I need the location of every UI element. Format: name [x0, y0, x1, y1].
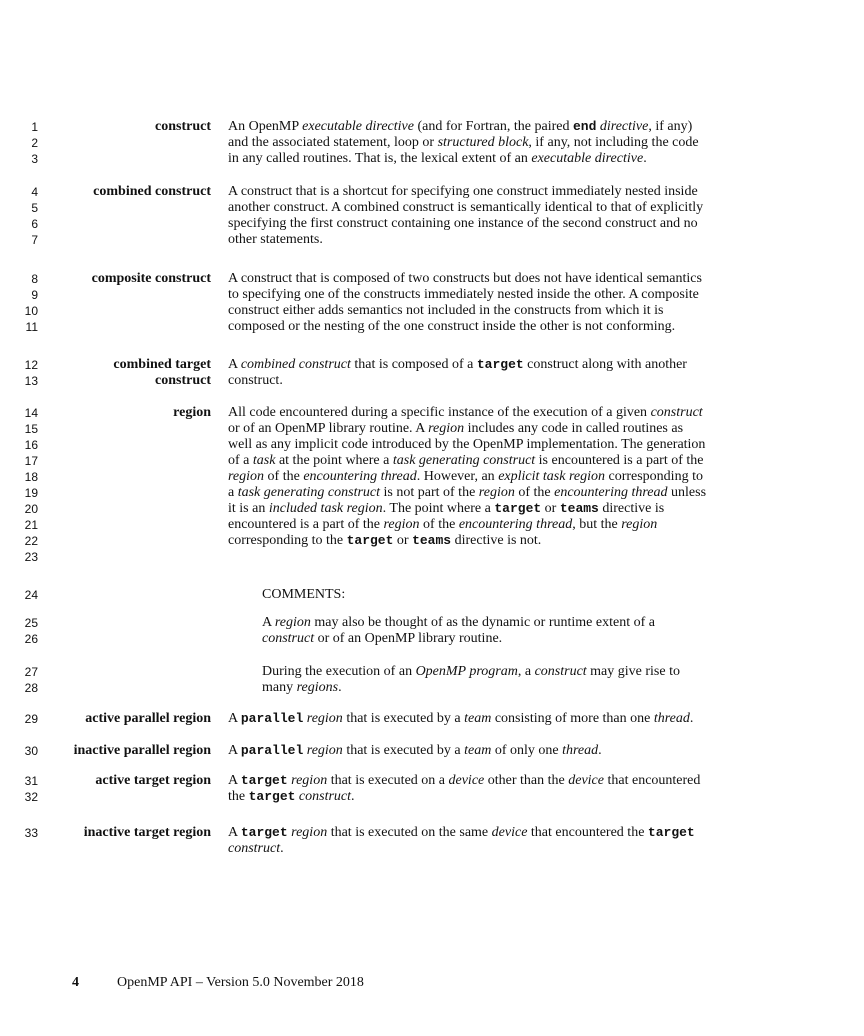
page-number: 4 — [72, 975, 79, 990]
def-composite-construct: A construct that is composed of two constructs but does not have identical semantics to specifying one of the constructs immediately nested inside the other. A composite construct either adds semantics not included in the constructs from which it is composed or the nesting of the one construct inside the other is not conforming. — [228, 271, 702, 334]
line-number: 22 — [24, 534, 38, 548]
comment-1: A region may also be thought of as the dynamic or runtime extent of a construct or of an OpenMP library routine. — [262, 615, 655, 646]
line-number: 9 — [31, 288, 38, 302]
line-number: 14 — [24, 406, 38, 420]
def-inactive-parallel-region: A parallel region that is executed by a team of only one thread. — [228, 743, 602, 758]
comments-heading: COMMENTS: — [262, 587, 346, 602]
line-number: 18 — [24, 470, 38, 484]
line-number: 21 — [24, 518, 38, 532]
def-inactive-target-region: A target region that is executed on the same device that encountered the target construct. — [228, 825, 695, 856]
line-number: 10 — [24, 304, 38, 318]
line-number: 20 — [24, 502, 38, 516]
term-inactive-target-region: inactive target region — [83, 825, 211, 840]
def-active-target-region: A target region that is executed on a device other than the device that encountered the target construct. — [228, 773, 701, 804]
line-number: 28 — [24, 681, 38, 695]
footer-title: OpenMP API – Version 5.0 November 2018 — [117, 975, 364, 990]
line-number: 12 — [24, 358, 38, 372]
line-number: 23 — [24, 550, 38, 564]
line-number: 24 — [24, 588, 38, 602]
line-number: 13 — [24, 374, 38, 388]
line-number: 19 — [24, 486, 38, 500]
line-number: 3 — [31, 152, 38, 166]
term-composite-construct: composite construct — [91, 271, 211, 286]
line-number: 4 — [31, 185, 38, 199]
term-combined-target-construct: combined target construct — [113, 357, 211, 388]
term-combined-construct: combined construct — [93, 184, 211, 199]
line-number: 33 — [24, 826, 38, 840]
line-number: 25 — [24, 616, 38, 630]
def-region: All code encountered during a specific instance of the execution of a given construct or of an OpenMP library routine. A region includes any code in called routines as well as any implicit code introduced by the OpenMP implementation. The generation of a task at the point where a task generating construct is encountered is a part of the region of the encountering thread. However, an explicit task region corresponding to a task generating construct is not part of the region of the encountering thread unless it is an included task region. The point where a target or teams directive is encountered is a part of the region of the encountering thread, but the region corresponding to the target or teams directive is not. — [228, 405, 707, 548]
line-number: 32 — [24, 790, 38, 804]
def-active-parallel-region: A parallel region that is executed by a team consisting of more than one thread. — [228, 711, 694, 726]
line-number: 5 — [31, 201, 38, 215]
term-active-parallel-region: active parallel region — [85, 711, 211, 726]
line-number: 29 — [24, 712, 38, 726]
term-inactive-parallel-region: inactive parallel region — [73, 743, 211, 758]
term-active-target-region: active target region — [95, 773, 211, 788]
line-number: 17 — [24, 454, 38, 468]
def-combined-target-construct: A combined construct that is composed of a target construct along with another construct. — [228, 357, 687, 388]
term-construct: construct — [155, 119, 211, 134]
line-number: 30 — [24, 744, 38, 758]
def-combined-construct: A construct that is a shortcut for specifying one construct immediately nested inside another construct. A combined construct is semantically identical to that of explicitly specifying the first construct containing one instance of the second construct and no other statements. — [228, 184, 704, 247]
comment-2: During the execution of an OpenMP program, a construct may give rise to many regions. — [262, 664, 680, 695]
line-number: 7 — [31, 233, 38, 247]
line-number: 31 — [24, 774, 38, 788]
line-number: 8 — [31, 272, 38, 286]
line-number: 2 — [31, 136, 38, 150]
def-construct: An OpenMP executable directive (and for Fortran, the paired end directive, if any) and the associated statement, loop or structured block, if any, not including the code in any called routines. That is, the lexical extent of an executable directive. — [228, 119, 699, 166]
term-region: region — [173, 405, 211, 420]
line-number: 1 — [31, 120, 38, 134]
line-number: 15 — [24, 422, 38, 436]
line-number: 26 — [24, 632, 38, 646]
line-number: 6 — [31, 217, 38, 231]
line-number: 16 — [24, 438, 38, 452]
line-number: 27 — [24, 665, 38, 679]
line-number: 11 — [25, 320, 38, 334]
